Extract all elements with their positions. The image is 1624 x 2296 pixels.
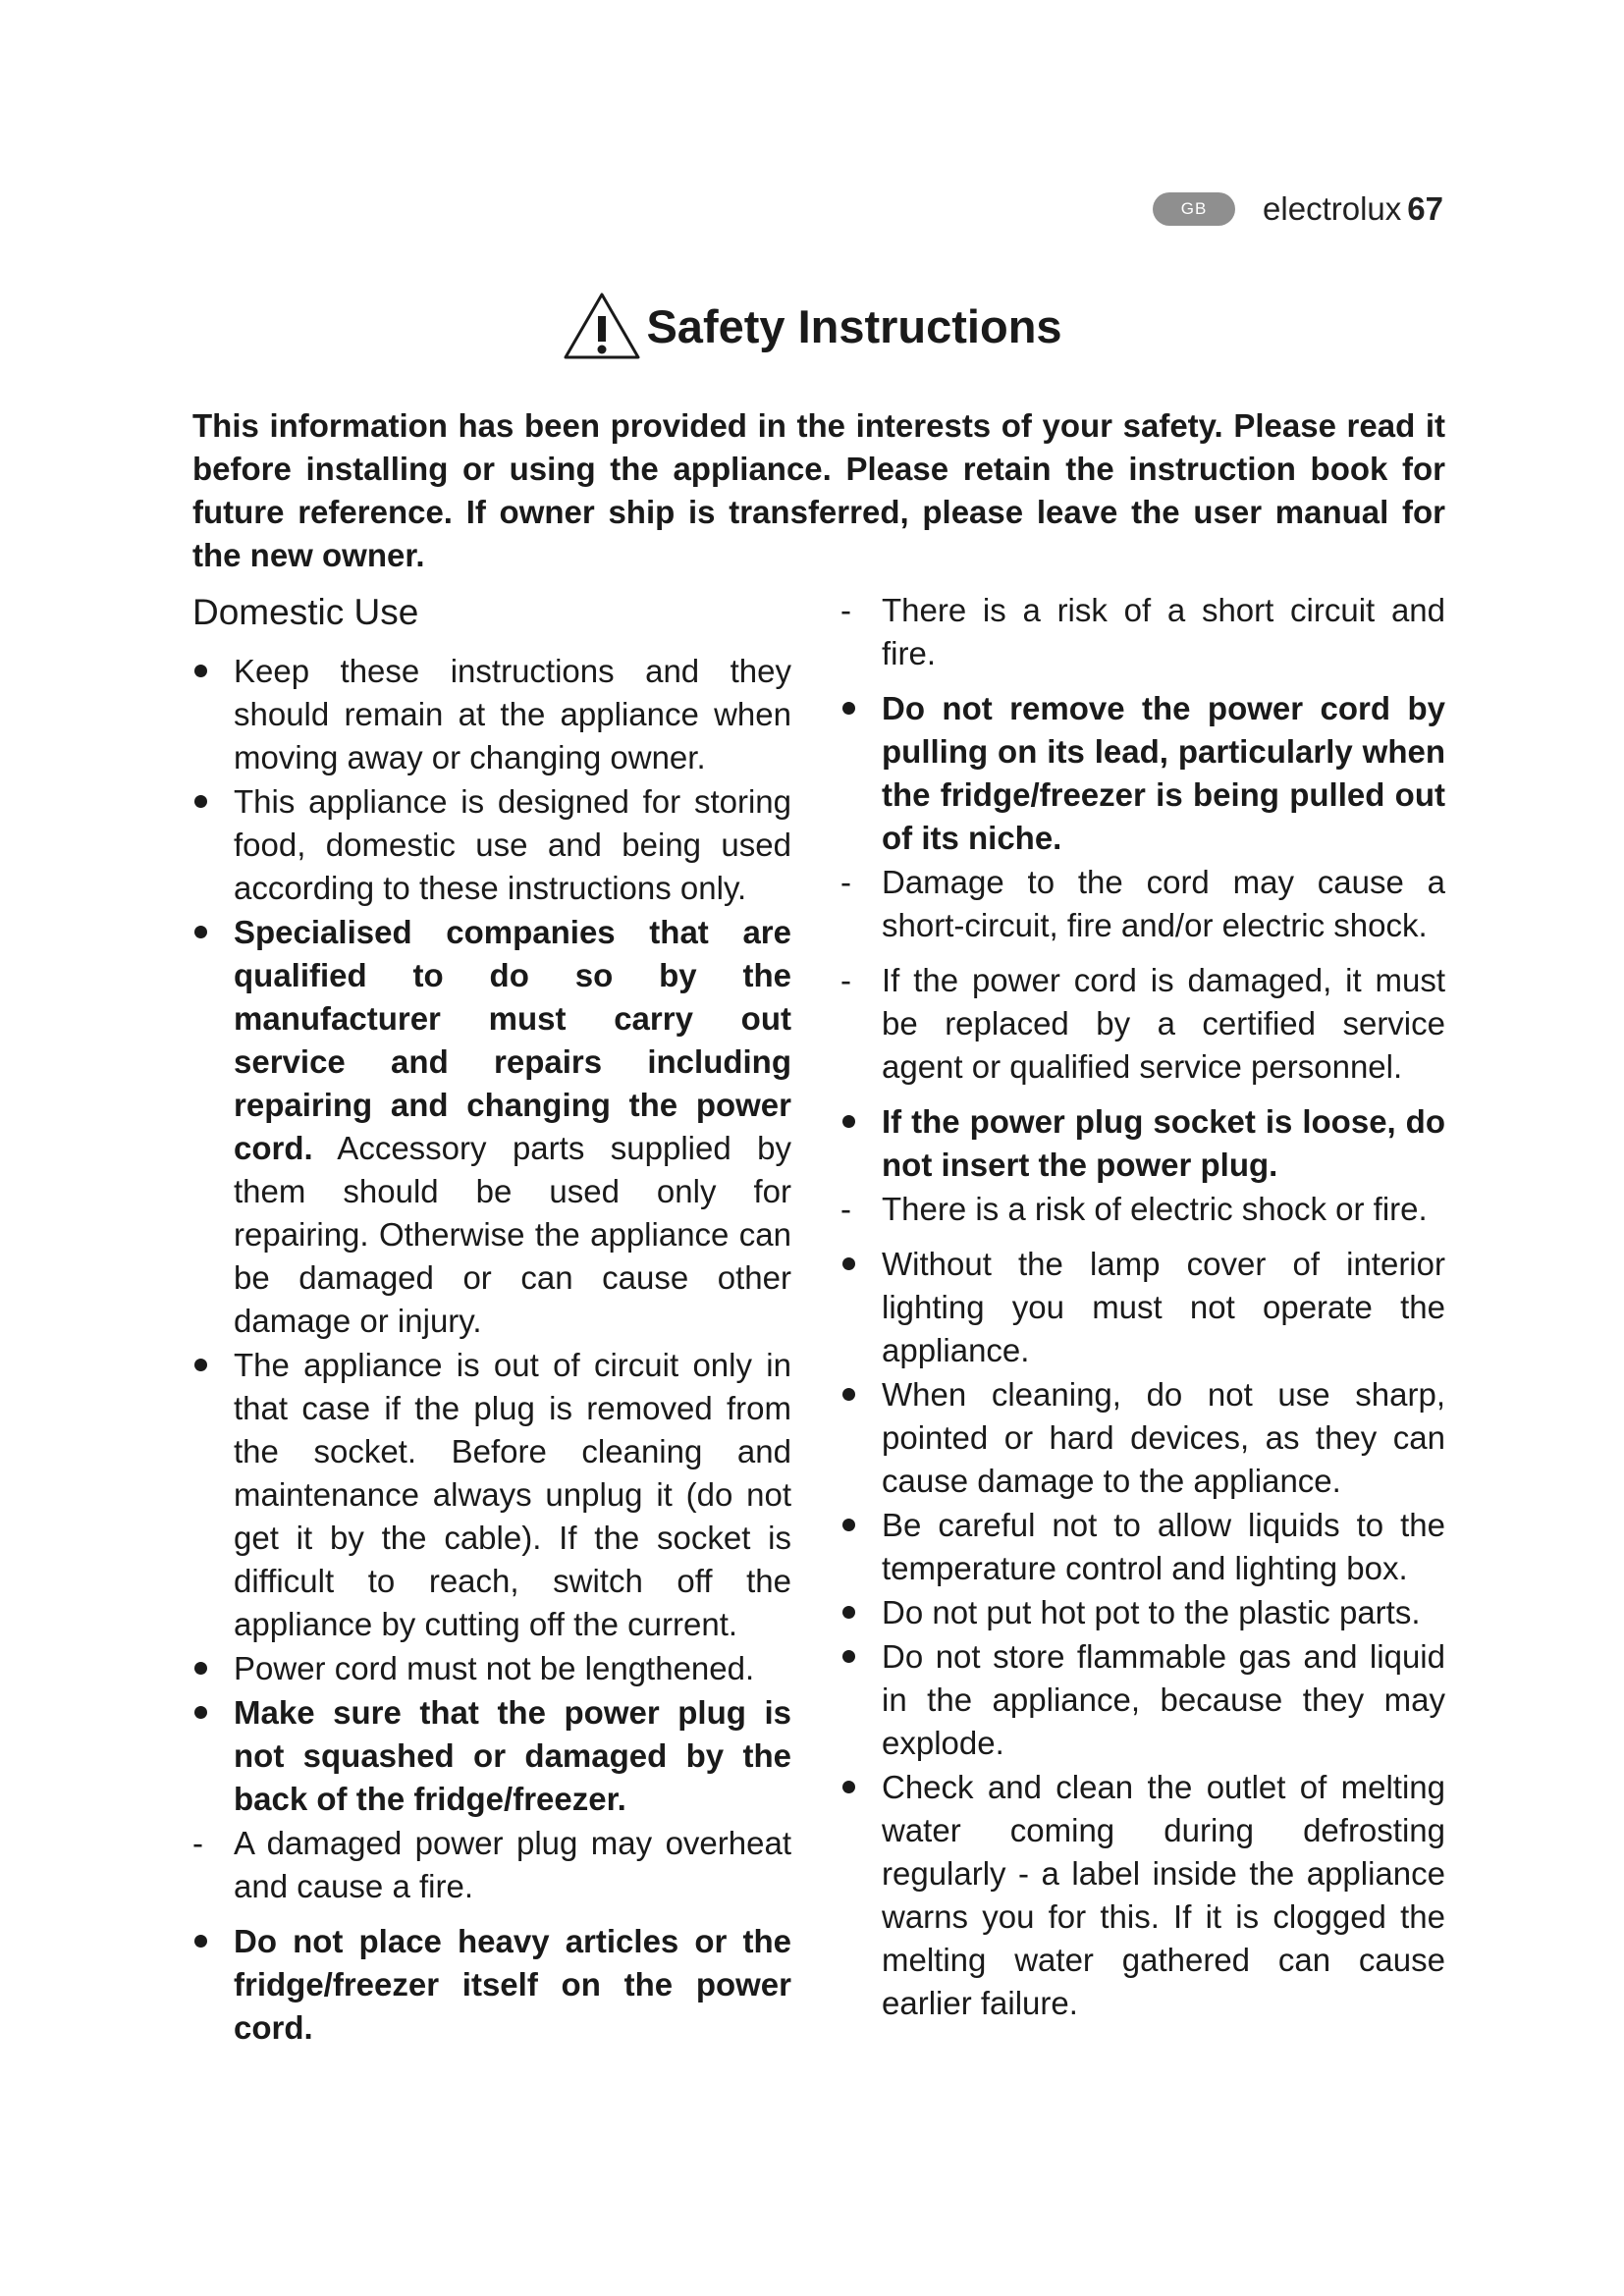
title-row — [0, 291, 1624, 361]
brand-name: electrolux — [1263, 190, 1402, 227]
dash-note: - If the power cord is damaged, it must be replaced by a certified service agent or qualified service personnel. — [840, 962, 1445, 1085]
bullet-item: Do not place heavy articles or the fridge/freezer itself on the power cord. — [192, 1920, 791, 2050]
dash-note: - Damage to the cord may cause a short-circuit, fire and/or electric shock. — [840, 864, 1445, 943]
right-column — [840, 589, 1445, 2026]
bullet-item: When cleaning, do not use sharp, pointed or hard devices, as they can cause damage to the appliance. — [840, 1373, 1445, 1503]
bullet-icon — [842, 702, 855, 715]
bullet-item: Make sure that the power plug is not squashed or damaged by the back of the fridge/freezer. — [192, 1691, 791, 1821]
bullet-item: The appliance is out of circuit only in that case if the plug is removed from the socket. Before cleaning and maintenance always unplug it (do not get it by the cable). If the socket is difficult to reach, switch off the appliance by cutting off the current. — [192, 1344, 791, 1646]
bullet-item: If the power plug socket is loose, do not insert the power plug. — [840, 1100, 1445, 1187]
bullet-icon — [842, 1257, 855, 1270]
page-header — [1153, 190, 1443, 228]
bullet-item: Do not put hot pot to the plastic parts. — [840, 1591, 1445, 1634]
bullet-icon — [194, 926, 207, 938]
bullet-icon — [194, 665, 207, 677]
bullet-item: Without the lamp cover of interior lighting you must not operate the appliance. — [840, 1243, 1445, 1372]
brand-page — [1263, 190, 1443, 228]
dash-note: - A damaged power plug may overheat and cause a fire. — [192, 1825, 791, 1904]
warning-triangle-icon — [562, 291, 642, 361]
section-heading: Domestic Use — [192, 592, 419, 632]
bullet-icon — [842, 1388, 855, 1401]
bullet-item: Check and clean the outlet of melting water coming during defrosting regularly - a label inside the appliance warns you for this. If it is clogged the melting water gathered can cause earlier failure. — [840, 1766, 1445, 2025]
bullet-item: This appliance is designed for storing food, domestic use and being used according to these instructions only. — [192, 780, 791, 910]
language-badge: GB — [1153, 192, 1235, 226]
intro-paragraph: This information has been provided in the interests of your safety. Please read it before installing or using the appliance. Please retain the instruction book for future reference. If owner ship is transferred, please leave the user manual for the new owner. — [192, 407, 1445, 573]
bullet-icon — [842, 1519, 855, 1531]
bullet-icon — [842, 1115, 855, 1128]
bullet-item: Be careful not to allow liquids to the temperature control and lighting box. — [840, 1504, 1445, 1590]
bullet-icon — [194, 1935, 207, 1948]
dash-note: - There is a risk of electric shock or fire. — [840, 1191, 1428, 1227]
bullet-item: Do not store flammable gas and liquid in the appliance, because they may explode. — [840, 1635, 1445, 1765]
page-title: Safety Instructions — [646, 299, 1062, 352]
bullet-icon — [194, 1706, 207, 1719]
page-number: 67 — [1407, 190, 1443, 227]
bullet-icon — [194, 1359, 207, 1371]
bullet-item: Keep these instructions and they should remain at the appliance when moving away or changing owner. — [192, 650, 791, 779]
bullet-item: Specialised companies that are qualified to do so by the manufacturer must carry out service and repairs including repairing and changing the power cord. Accessory parts supplied by them should be used only for repairing. Otherwise the appliance can be damaged or can cause other damage or injury. — [192, 911, 791, 1343]
bullet-icon — [194, 795, 207, 808]
bullet-icon — [194, 1662, 207, 1675]
bullet-item: Do not remove the power cord by pulling on its lead, particularly when the fridge/freezer is being pulled out of its niche. — [840, 687, 1445, 860]
bullet-icon — [842, 1650, 855, 1663]
dash-note: - There is a risk of a short circuit and fire. — [840, 592, 1445, 671]
bullet-item: Power cord must not be lengthened. — [192, 1647, 791, 1690]
left-column — [192, 589, 791, 2051]
bullet-icon — [842, 1606, 855, 1619]
bullet-icon — [842, 1781, 855, 1793]
